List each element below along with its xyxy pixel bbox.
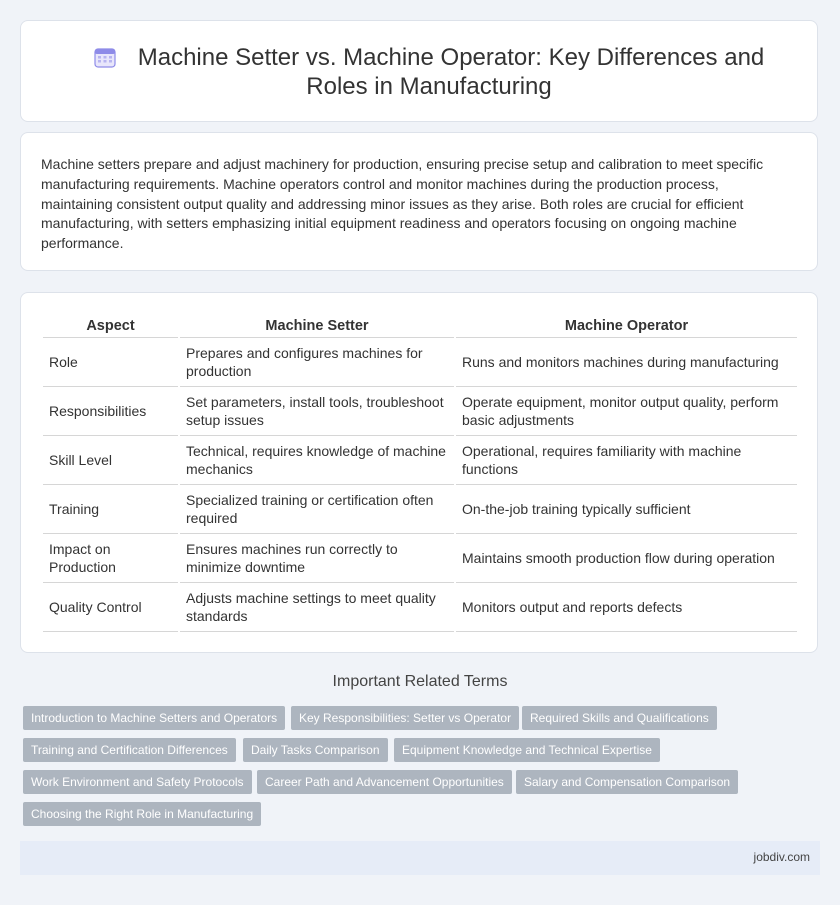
intro-text: Machine setters prepare and adjust machinery for production, ensuring precise setup and calibration to meet specific manufacturing requirements. Machine operators control and monitor machines during the production process, maintaining consistent output quality and addressing minor issues as they arise. Both roles are crucial for efficient manufacturing, with setters emphasizing initial equipment readiness and operators focusing on ongoing machine performance. <box>41 156 764 252</box>
cell-aspect: Responsibilities <box>43 387 178 436</box>
related-term-tag[interactable]: Daily Tasks Comparison <box>243 738 388 762</box>
cell-operator: On-the-job training typically sufficient <box>456 485 797 534</box>
cell-aspect: Skill Level <box>43 436 178 485</box>
table-row <box>43 485 797 534</box>
table-row <box>43 338 797 387</box>
related-term-tag[interactable]: Salary and Compensation Comparison <box>516 770 738 794</box>
related-term-tag[interactable]: Work Environment and Safety Protocols <box>23 770 252 794</box>
page-title: Machine Setter vs. Machine Operator: Key Differences and Roles in Manufacturing <box>137 44 765 100</box>
related-term-tag[interactable]: Choosing the Right Role in Manufacturing <box>23 802 261 826</box>
cell-operator: Operational, requires familiarity with machine functions <box>456 436 797 485</box>
cell-operator: Monitors output and reports defects <box>456 583 797 632</box>
table-row <box>43 583 797 632</box>
cell-operator: Maintains smooth production flow during operation <box>456 534 797 583</box>
footer-site-link[interactable]: jobdiv.com <box>753 850 810 864</box>
cell-operator: Operate equipment, monitor output quality, perform basic adjustments <box>456 387 797 436</box>
footer <box>20 841 820 875</box>
table-row <box>43 436 797 485</box>
cell-aspect: Training <box>43 485 178 534</box>
cell-aspect: Quality Control <box>43 583 178 632</box>
cell-setter: Prepares and configures machines for production <box>180 338 454 387</box>
calendar-icon <box>94 46 116 68</box>
related-term-tag[interactable]: Training and Certification Differences <box>23 738 236 762</box>
related-term-tag[interactable]: Equipment Knowledge and Technical Expertise <box>394 738 660 762</box>
cell-setter: Specialized training or certification often required <box>180 485 454 534</box>
cell-setter: Ensures machines run correctly to minimize downtime <box>180 534 454 583</box>
related-term-tag[interactable]: Introduction to Machine Setters and Operators <box>23 706 285 730</box>
intro-card <box>20 132 818 271</box>
cell-setter: Set parameters, install tools, troubleshoot setup issues <box>180 387 454 436</box>
table-header-row <box>43 315 797 338</box>
header-machine-operator: Machine Operator <box>456 315 797 338</box>
table-row <box>43 387 797 436</box>
related-term-tag[interactable]: Key Responsibilities: Setter vs Operator <box>291 706 519 730</box>
page-title-wrap <box>61 43 797 101</box>
table-row <box>43 534 797 583</box>
comparison-table <box>41 315 799 632</box>
cell-aspect: Role <box>43 338 178 387</box>
cell-setter: Adjusts machine settings to meet quality standards <box>180 583 454 632</box>
comparison-card <box>20 292 818 653</box>
header-aspect: Aspect <box>43 315 178 338</box>
header-machine-setter: Machine Setter <box>180 315 454 338</box>
related-terms-title: Important Related Terms <box>332 673 508 690</box>
title-card <box>20 20 818 122</box>
cell-setter: Technical, requires knowledge of machine mechanics <box>180 436 454 485</box>
cell-aspect: Impact on Production <box>43 534 178 583</box>
cell-operator: Runs and monitors machines during manufacturing <box>456 338 797 387</box>
related-term-tag[interactable]: Career Path and Advancement Opportunities <box>257 770 512 794</box>
related-term-tag[interactable]: Required Skills and Qualifications <box>522 706 717 730</box>
